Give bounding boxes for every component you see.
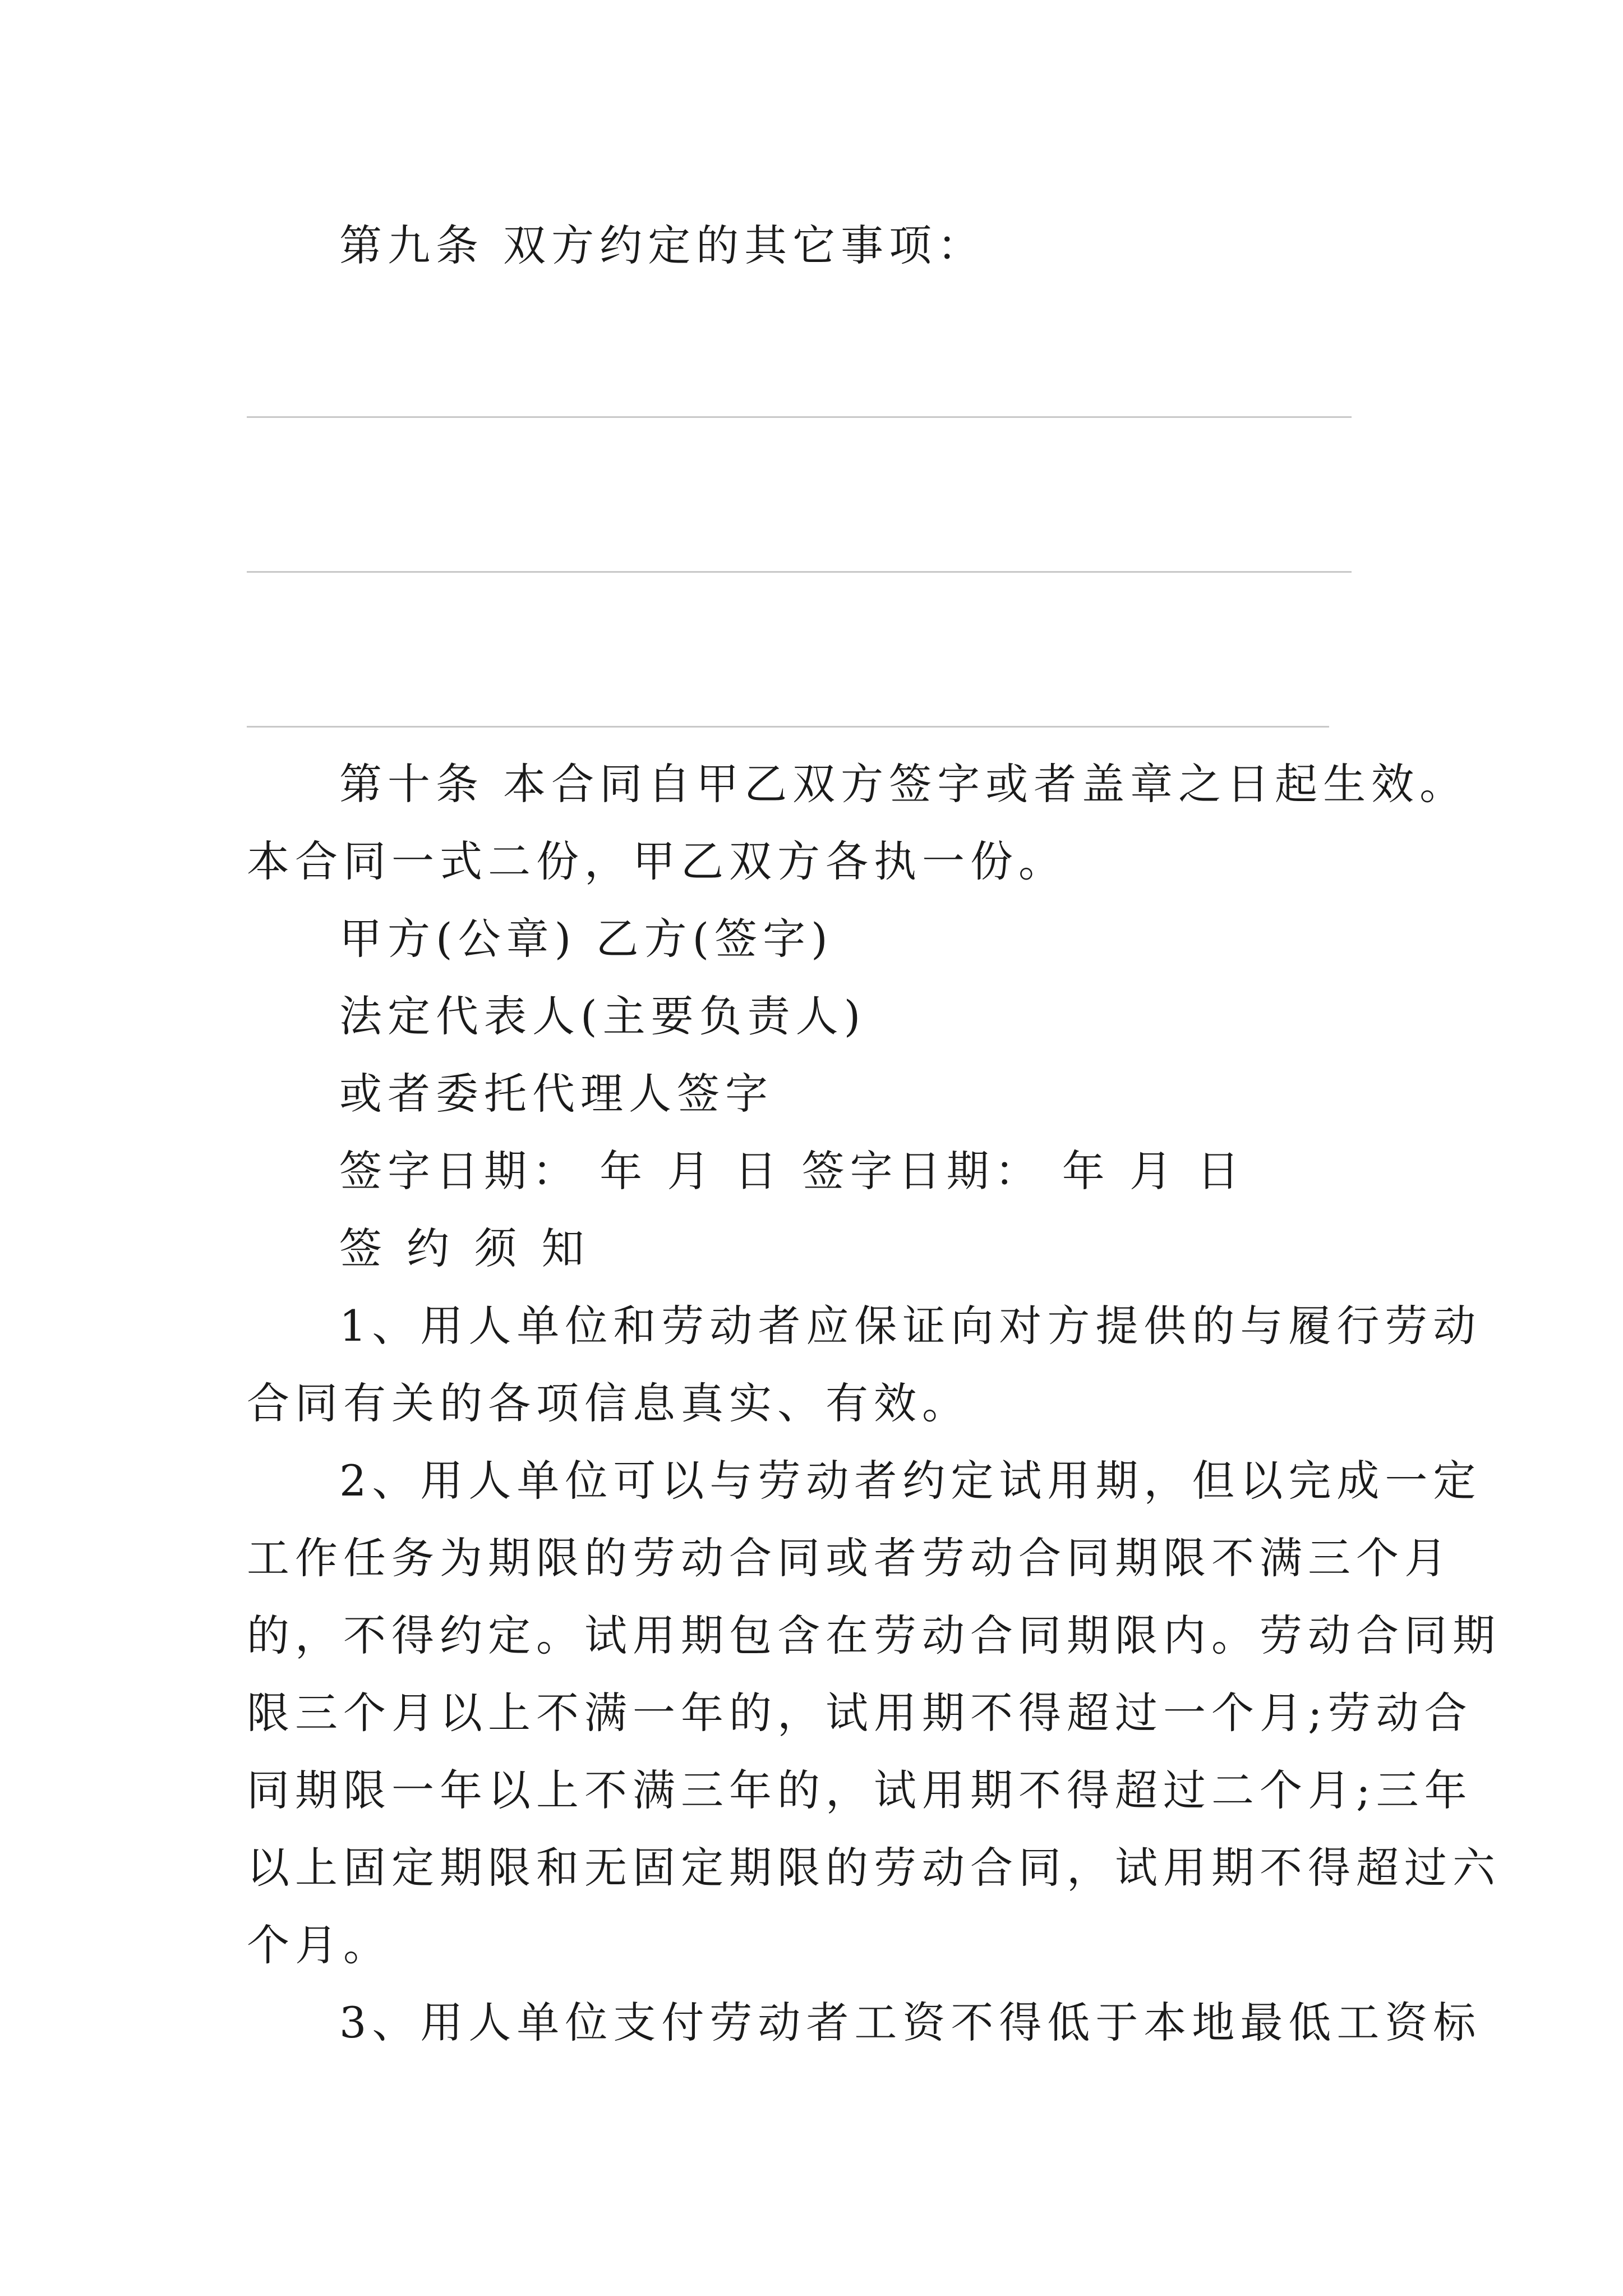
blank-line-1 [247,416,1352,418]
blank-line-3 [247,726,1329,728]
notice-item-2-line-4: 限三个月以上不满一年的，试用期不得超过一个月;劳动合 [247,1688,1473,1738]
notice-item-2-line-3: 的，不得约定。试用期包含在劳动合同期限内。劳动合同期 [247,1611,1501,1660]
notice-item-2-line-1: 2、用人单位可以与劳动者约定试用期，但以完成一定 [339,1456,1482,1506]
article-9-heading: 第九条 双方约定的其它事项： [339,220,986,270]
notice-item-2-line-7: 个月。 [247,1920,391,1970]
notice-item-2-line-5: 同期限一年以上不满三年的，试用期不得超过二个月;三年 [247,1765,1473,1815]
agent-signature-line: 或者委托代理人签字 [339,1069,773,1119]
notice-item-1-line-1: 1、用人单位和劳动者应保证向对方提供的与履行劳动 [339,1301,1482,1351]
article-10-line-1: 第十条 本合同自甲乙双方签字或者盖章之日起生效。 [339,759,1468,809]
party-signature-line: 甲方(公章) 乙方(签字) [339,914,833,964]
notice-item-2-line-6: 以上固定期限和无固定期限的劳动合同，试用期不得超过六 [247,1843,1501,1893]
notice-item-1-line-2: 合同有关的各项信息真实、有效。 [247,1378,970,1428]
article-10-line-2: 本合同一式二份，甲乙双方各执一份。 [247,836,1067,886]
signing-date-line: 签字日期： 年 月 日 签字日期： 年 月 日 [339,1146,1246,1196]
blank-line-2 [247,571,1352,573]
notice-item-2-line-2: 工作任务为期限的劳动合同或者劳动合同期限不满三个月 [247,1533,1453,1583]
notice-title: 签 约 须 知 [339,1223,590,1273]
legal-representative-line: 法定代表人(主要负责人) [339,991,866,1041]
notice-item-3-line-1: 3、用人单位支付劳动者工资不得低于本地最低工资标 [339,1998,1482,2047]
